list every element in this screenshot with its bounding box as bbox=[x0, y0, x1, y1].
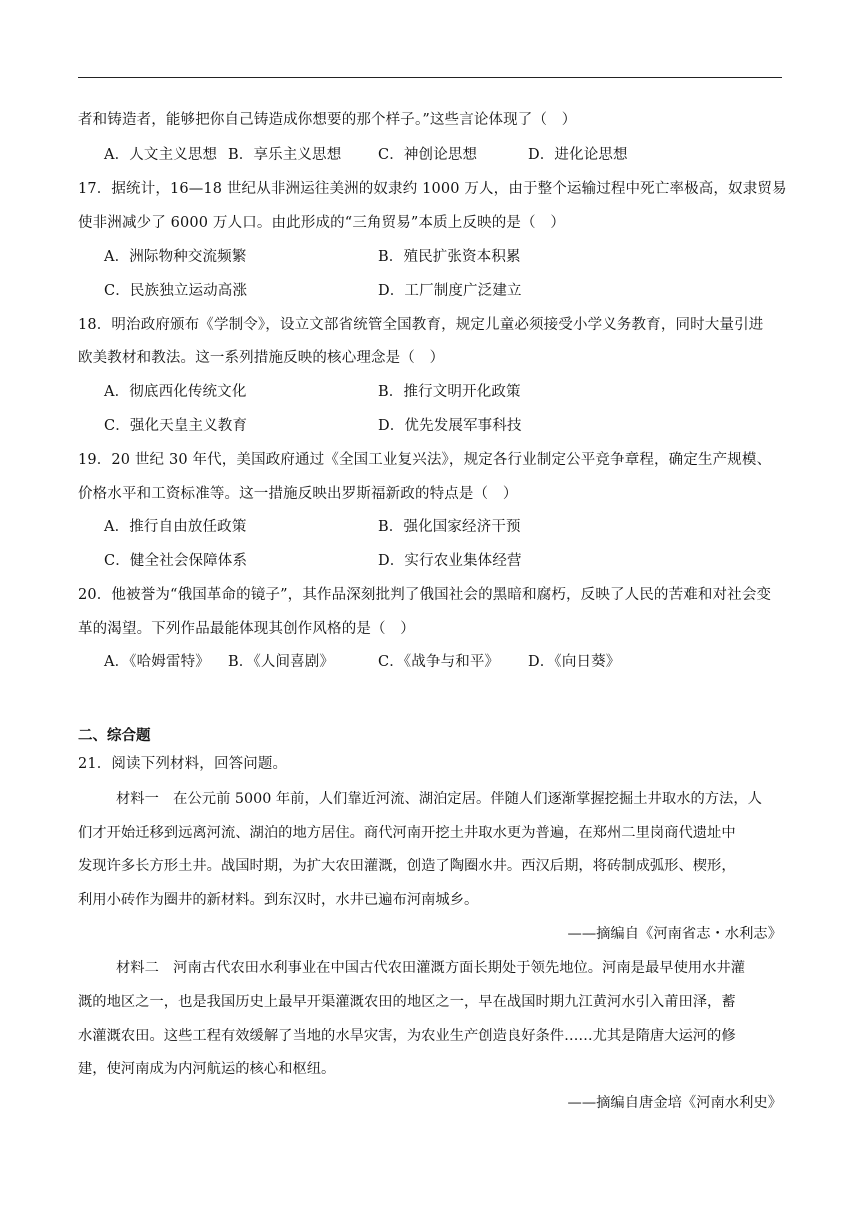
q19-option-c: C．健全社会保障体系 bbox=[104, 553, 248, 569]
q20-stem-line-2: 革的渴望。下列作品最能体现其创作风格的是（ ） bbox=[78, 621, 415, 637]
q20-stem-line-1: 20．他被誉为“俄国革命的镜子”，其作品深刻批判了俄国社会的黑暗和腐朽，反映了人民的苦难和对社会变 bbox=[78, 587, 772, 603]
material2-source: ——摘编自唐金培《河南水利史》 bbox=[567, 1095, 782, 1111]
q19-option-b: B．强化国家经济干预 bbox=[378, 519, 521, 535]
q20-option-d: D．《向日葵》 bbox=[528, 654, 621, 670]
q18-option-c: C．强化天皇主义教育 bbox=[104, 418, 248, 434]
material2-line-4: 建，使河南成为内河航运的核心和枢纽。 bbox=[78, 1061, 336, 1077]
q19-option-a: A．推行自由放任政策 bbox=[104, 519, 247, 535]
q19-stem-line-2: 价格水平和工资标准等。这一措施反映出罗斯福新政的特点是（ ） bbox=[78, 486, 518, 502]
material1-source: ——摘编自《河南省志・水利志》 bbox=[567, 926, 782, 942]
material1-line-2: 们才开始迁移到远离河流、湖泊的地方居住。商代河南开挖土井取水更为普遍，在郑州二里岗商代遗址中 bbox=[78, 825, 736, 841]
q17-option-a: A．洲际物种交流频繁 bbox=[104, 249, 247, 265]
q16-option-a: A．人文主义思想 bbox=[104, 147, 218, 163]
q17-option-c: C．民族独立运动高涨 bbox=[104, 283, 248, 299]
header-rule bbox=[78, 77, 782, 78]
section-title: 二、综合题 bbox=[78, 727, 151, 744]
q20-option-c: C．《战争与和平》 bbox=[378, 654, 500, 670]
q19-option-d: D．实行农业集体经营 bbox=[378, 553, 522, 569]
material1-line-3: 发现许多长方形土井。战国时期，为扩大农田灌溉，创造了陶圈水井。西汉后期，将砖制成弧形、楔形， bbox=[78, 858, 736, 874]
q17-option-d: D．工厂制度广泛建立 bbox=[378, 283, 522, 299]
q17-option-b: B．殖民扩张资本积累 bbox=[378, 249, 521, 265]
q17-stem-line-1: 17．据统计，16—18 世纪从非洲运往美洲的奴隶约 1000 万人，由于整个运输过程中死亡率极高，奴隶贸易 bbox=[78, 181, 787, 197]
q16-stem-line: 者和铸造者，能够把你自己铸造成你想要的那个样子。”这些言论体现了（ ） bbox=[78, 112, 577, 128]
material1-line-1: 材料一 在公元前 5000 年前，人们靠近河流、湖泊定居。伴随人们逐渐掌握挖掘土井取水的方法，人 bbox=[116, 791, 762, 807]
q16-option-b: B．享乐主义思想 bbox=[228, 147, 342, 163]
material2-line-2: 溉的地区之一，也是我国历史上最早开渠灌溉农田的地区之一，早在战国时期九江黄河水引入莆田泽，蓄 bbox=[78, 994, 736, 1010]
material2-line-3: 水灌溉农田。这些工程有效缓解了当地的水旱灾害，为农业生产创造良好条件……尤其是隋唐大运河的修 bbox=[78, 1028, 736, 1044]
material1-line-4: 利用小砖作为圈井的新材料。到东汉时，水井已遍布河南城乡。 bbox=[78, 892, 479, 908]
q16-option-c: C．神创论思想 bbox=[378, 147, 478, 163]
q16-option-d: D．进化论思想 bbox=[528, 147, 628, 163]
q17-stem-line-2: 使非洲减少了 6000 万人口。由此形成的“三角贸易”本质上反映的是（ ） bbox=[78, 215, 565, 231]
q20-option-b: B．《人间喜剧》 bbox=[228, 654, 335, 670]
material2-line-1: 材料二 河南古代农田水利事业在中国古代农田灌溉方面长期处于领先地位。河南是最早使用水井灌 bbox=[116, 960, 746, 976]
q19-stem-line-1: 19．20 世纪 30 年代，美国政府通过《全国工业复兴法》，规定各行业制定公平竞争章程，确定生产规模、 bbox=[78, 452, 772, 468]
q18-option-b: B．推行文明开化政策 bbox=[378, 384, 521, 400]
q18-option-d: D．优先发展军事科技 bbox=[378, 418, 522, 434]
q20-option-a: A．《哈姆雷特》 bbox=[104, 654, 210, 670]
q21-stem: 21．阅读下列材料，回答问题。 bbox=[78, 756, 288, 772]
q18-stem-line-2: 欧美教材和教法。这一系列措施反映的核心理念是（ ） bbox=[78, 350, 445, 366]
q18-option-a: A．彻底西化传统文化 bbox=[104, 384, 247, 400]
q18-stem-line-1: 18．明治政府颁布《学制令》，设立文部省统管全国教育，规定儿童必须接受小学义务教育，同时大量引进 bbox=[78, 317, 764, 333]
